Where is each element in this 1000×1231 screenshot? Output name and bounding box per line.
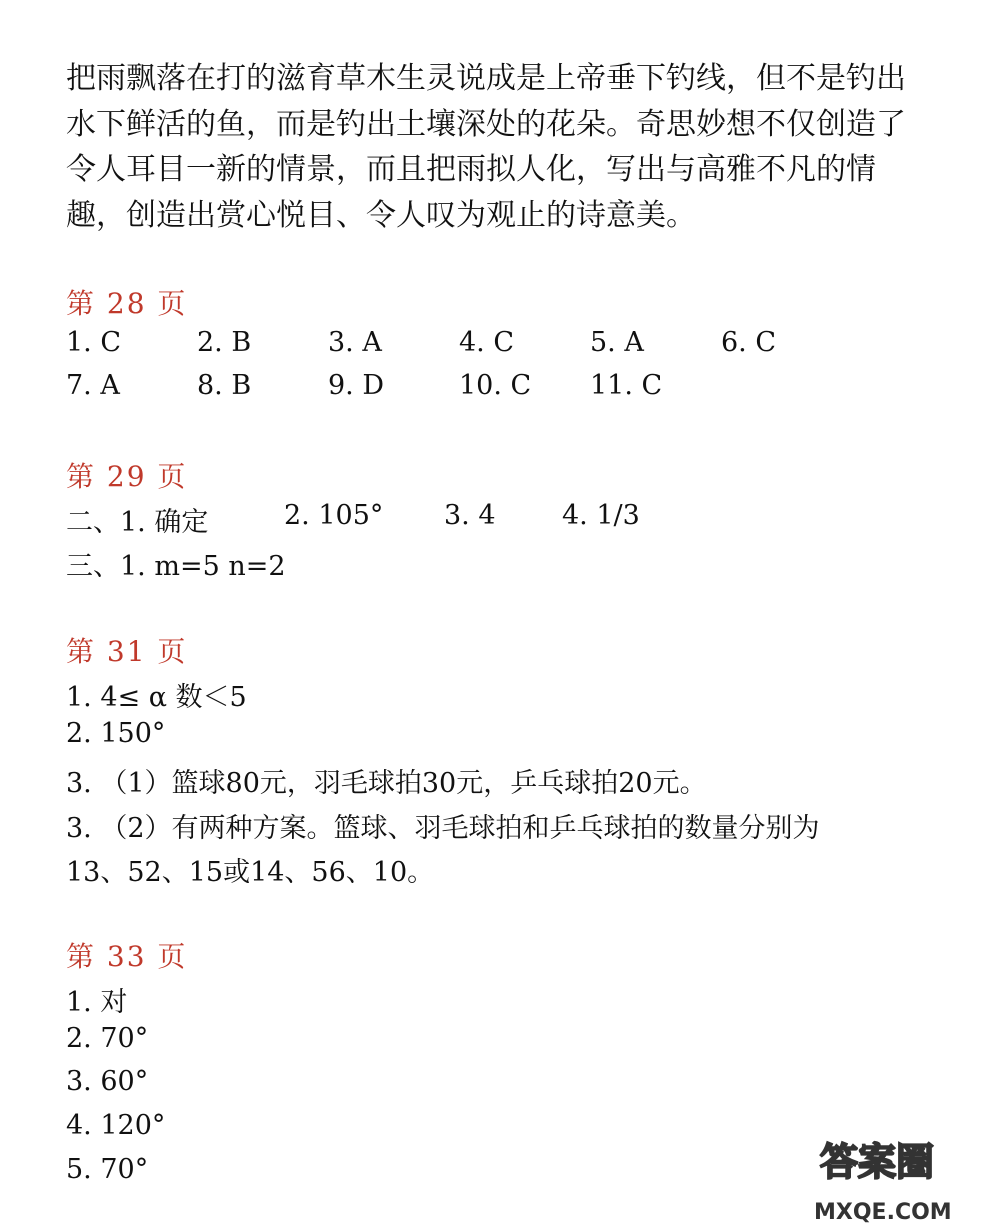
answer-item: 2. 105°	[284, 500, 384, 531]
page-31-heading: 第 31 页	[66, 635, 188, 668]
explanation-paragraph	[66, 56, 936, 238]
page-33-line: 2. 70°	[66, 1023, 149, 1054]
answer-item: 5. A	[590, 327, 644, 358]
paragraph-line: 令人耳目一新的情景，而且把雨拟人化，写出与高雅不凡的情	[66, 152, 876, 187]
answer-item: 2. B	[197, 327, 252, 358]
answer-item: 3. A	[328, 327, 382, 358]
answer-item: 4. C	[459, 327, 515, 358]
answer-item: 8. B	[197, 370, 252, 401]
page-33-line: 1. 对	[66, 987, 128, 1018]
page-31-line: 3. （1）篮球80元，羽毛球拍30元，乒乓球拍20元。	[66, 768, 707, 799]
page-33-line: 3. 60°	[66, 1066, 149, 1097]
answer-item: 7. A	[66, 370, 120, 401]
page-33-line: 5. 70°	[66, 1154, 149, 1185]
page-31-line: 3. （2）有两种方案。篮球、羽毛球拍和乒乓球拍的数量分别为	[66, 813, 820, 844]
page-33-heading: 第 33 页	[66, 940, 188, 973]
paragraph-line: 水下鲜活的鱼，而是钓出土壤深处的花朵。奇思妙想不仅创造了	[66, 106, 906, 142]
watermark-domain-text: MXQE.COM	[814, 1200, 952, 1223]
page-28-heading: 第 28 页	[66, 287, 188, 320]
answer-item: 11. C	[590, 370, 663, 401]
page-33-line: 4. 120°	[66, 1110, 166, 1141]
answer-item: 4. 1/3	[562, 500, 640, 531]
answer-item: 二、1. 确定	[66, 507, 209, 538]
answer-item: 6. C	[721, 327, 777, 358]
answer-item: 1. C	[66, 327, 122, 358]
paragraph-line: 把雨飘落在打的滋育草木生灵说成是上帝垂下钓线，但不是钓出	[66, 61, 906, 96]
page-31-line: 13、52、15或14、56、10。	[66, 857, 435, 888]
paragraph-line: 趣，创造出赏心悦目、令人叹为观止的诗意美。	[66, 197, 696, 233]
page-29-line-2: 三、1. m=5 n=2	[66, 551, 286, 582]
page-29-heading: 第 29 页	[66, 460, 188, 493]
watermark-logo	[812, 1123, 982, 1223]
answer-item: 9. D	[328, 370, 384, 401]
watermark-text-outline: 答案圈	[820, 1140, 935, 1184]
answer-item: 10. C	[459, 370, 532, 401]
page-31-line: 1. 4≤ α 数＜5	[66, 682, 247, 713]
watermark-logo-icon	[812, 1123, 982, 1223]
page-31-line: 2. 150°	[66, 718, 166, 749]
answer-item: 3. 4	[444, 500, 496, 531]
